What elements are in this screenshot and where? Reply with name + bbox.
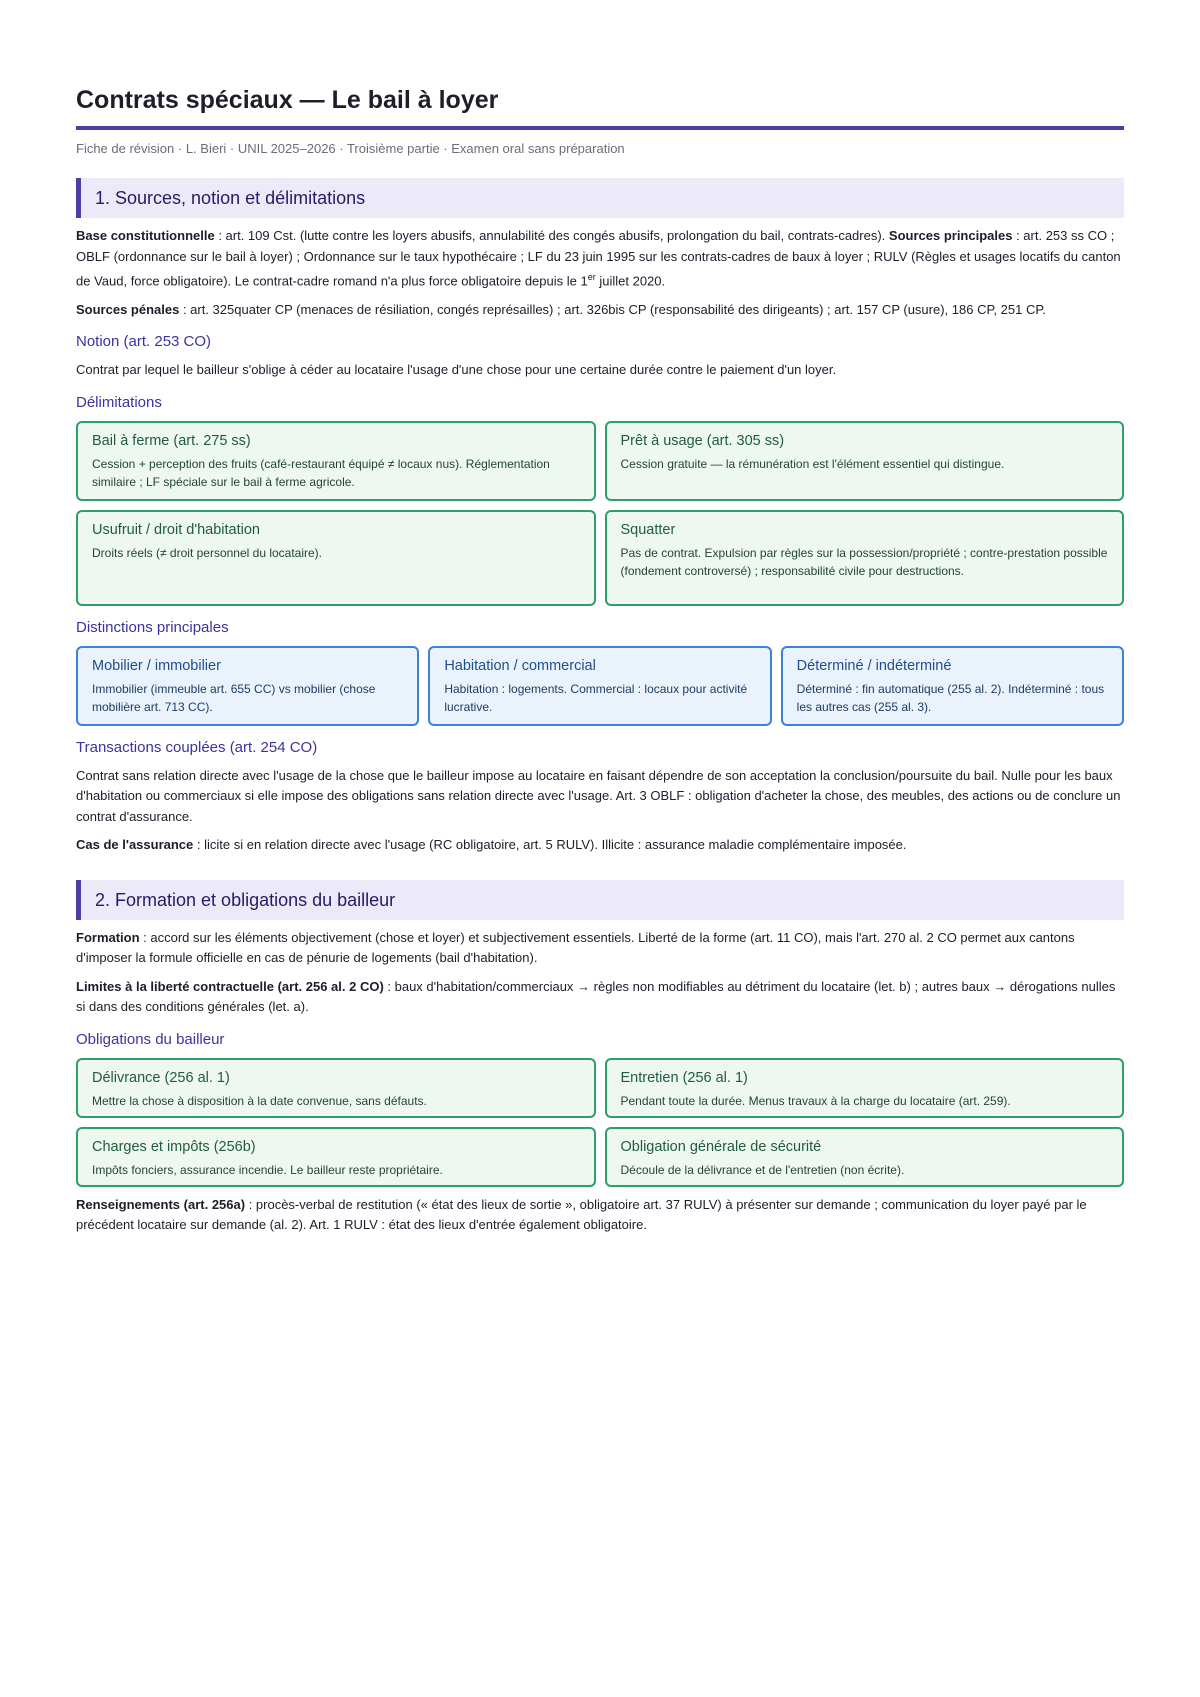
subheading-distinctions: Distinctions principales [76,618,229,636]
obligations-grid [76,1058,1124,1187]
text: : art. 325quater CP (menaces de résiliation, congés représailles) ; art. 326bis CP (responsabilité des dirigeants) ; art. 157 CP (usure), 186 CP, 251 CP. [179,301,1046,317]
card-title: Bail à ferme (art. 275 ss) [92,432,251,449]
card-text: Pas de contrat. Expulsion par règles sur la possession/propriété ; contre-prestation possible (fondement controversé) ; responsabilité civile pour destructions. [620,545,1108,578]
page-meta: Fiche de révision · L. Bieri · UNIL 2025–2026 · Troisième partie · Examen oral sans préparation [76,141,625,156]
text: : procès-verbal de restitution (« état des lieux de sortie », obligatoire art. 37 RULV) à présenter sur demande ; communication du loyer payé par le précédent locataire sur demande (al. 2). Art. 1 RULV : état des lieux d'entrée également obligatoire. [76,1196,1087,1233]
card-securite [605,1127,1125,1187]
card-habitation-commercial [428,646,771,726]
card-charges-impots [76,1127,596,1187]
subheading-obligations: Obligations du bailleur [76,1030,225,1048]
text: juillet 2020. [595,273,666,289]
subheading-transactions: Transactions couplées (art. 254 CO) [76,738,318,756]
paragraph-transactions: Contrat sans relation directe avec l'usage de la chose que le bailleur impose au locataire en faisant dépendre de son acceptation la conclusion/poursuite du bail. Nulle pour les baux d'habitation ou commerciaux si elle impose des obligations sans relation directe avec l'usage. Art. 3 OBLF : obligation d'acheter la chose, des meubles, des actions ou de conclure un contrat d'assurance. [76,767,1121,824]
text: : baux d'habitation/commerciaux → règles non modifiables au détriment du locataire (let. b) ; autres baux → dérogations nulles si dans des conditions générales (let. a). [76,978,1116,1015]
card-entretien [605,1058,1125,1118]
text: : art. 109 Cst. (lutte contre les loyers abusifs, annulabilité des congés abusifs, prolongation du bail, contrats-cadres). [214,228,889,243]
card-determine-indetermine [781,646,1124,726]
section-heading-1: 1. Sources, notion et délimitations [76,178,1124,218]
paragraph-sources-penales [76,300,1124,321]
bold-label: Base constitutionnelle [76,228,215,243]
paragraph-assurance [76,835,1124,856]
paragraph-limites [76,977,1124,1018]
card-delivrance [76,1058,596,1118]
bold-label: Renseignements (art. 256a) [76,1196,246,1212]
text: : accord sur les éléments objectivement (chose et loyer) et subjectivement essentiels. Liberté de la forme (art. 11 CO), mais l'art. 270 al. 2 CO permet aux cantons d'imposer la formule officielle en cas de pénurie de logements (bail d'habitation). [76,929,1075,966]
bold-label: Sources principales [888,228,1013,243]
card-text: Immobilier (immeuble art. 655 CC) vs mobilier (chose mobilière art. 713 CC). [92,681,376,714]
card-text: Mettre la chose à disposition à la date convenue, sans défauts. [92,1093,427,1108]
delimitations-grid [76,421,1124,606]
card-title: Déterminé / indéterminé [796,657,952,674]
bold-label: Formation [76,929,140,945]
card-usufruit [76,510,596,606]
superscript: er [587,272,596,282]
card-bail-a-ferme [76,421,596,501]
card-mobilier-immobilier [76,646,419,726]
paragraph-notion: Contrat par lequel le bailleur s'oblige à céder au locataire l'usage d'une chose pour une certaine durée contre le paiement d'un loyer. [76,362,837,378]
paragraph-sources [76,226,1124,292]
paragraph-formation [76,928,1124,969]
card-text: Droits réels (≠ droit personnel du locataire). [92,545,323,560]
card-title: Entretien (256 al. 1) [620,1069,748,1086]
bold-label: Sources pénales [76,301,180,317]
card-squatter [605,510,1125,606]
card-text: Déterminé : fin automatique (255 al. 2). Indéterminé : tous les autres cas (255 al. 3). [796,681,1105,714]
card-title: Squatter [620,521,676,538]
card-title: Obligation générale de sécurité [620,1138,822,1155]
paragraph-renseignements [76,1195,1124,1236]
text: : art. 253 ss CO ; OBLF (ordonnance sur le bail à loyer) ; Ordonnance sur le taux hypothécaire ; LF du 23 juin 1995 sur les contrats-cadres de baux à loyer ; RULV (Règles et usages locatifs du canton de Vaud, force obligatoire). Le contrat-cadre romand n'a plus force obligatoire depuis le 1 [76,228,1121,289]
card-title: Mobilier / immobilier [92,657,221,674]
card-title: Habitation / commercial [444,657,596,674]
card-pret-a-usage [605,421,1125,501]
card-text: Cession gratuite — la rémunération est l'élément essentiel qui distingue. [620,456,1005,471]
card-text: Découle de la délivrance et de l'entretien (non écrite). [620,1162,905,1177]
card-title: Charges et impôts (256b) [92,1138,256,1155]
card-text: Cession + perception des fruits (café-restaurant équipé ≠ locaux nus). Réglementation similaire ; LF spéciale sur le bail à ferme agricole. [92,456,550,489]
card-title: Usufruit / droit d'habitation [92,521,260,538]
bold-label: Cas de l'assurance [76,837,194,853]
bold-label: Limites à la liberté contractuelle (art. 256 al. 2 CO) [76,978,384,994]
subheading-delimitations: Délimitations [76,393,162,411]
subheading-notion: Notion (art. 253 CO) [76,333,212,351]
card-title: Prêt à usage (art. 305 ss) [620,432,785,449]
card-text: Pendant toute la durée. Menus travaux à la charge du locataire (art. 259). [620,1093,1011,1108]
card-text: Impôts fonciers, assurance incendie. Le bailleur reste propriétaire. [92,1162,443,1177]
text: : licite si en relation directe avec l'usage (RC obligatoire, art. 5 RULV). Illicite : assurance maladie complémentaire imposée. [193,837,907,853]
card-text: Habitation : logements. Commercial : locaux pour activité lucrative. [444,681,748,714]
distinctions-grid [76,646,1124,726]
card-title: Délivrance (256 al. 1) [92,1069,230,1086]
page-title: Contrats spéciaux — Le bail à loyer [76,84,1124,130]
section-heading-2: 2. Formation et obligations du bailleur [76,880,1124,920]
